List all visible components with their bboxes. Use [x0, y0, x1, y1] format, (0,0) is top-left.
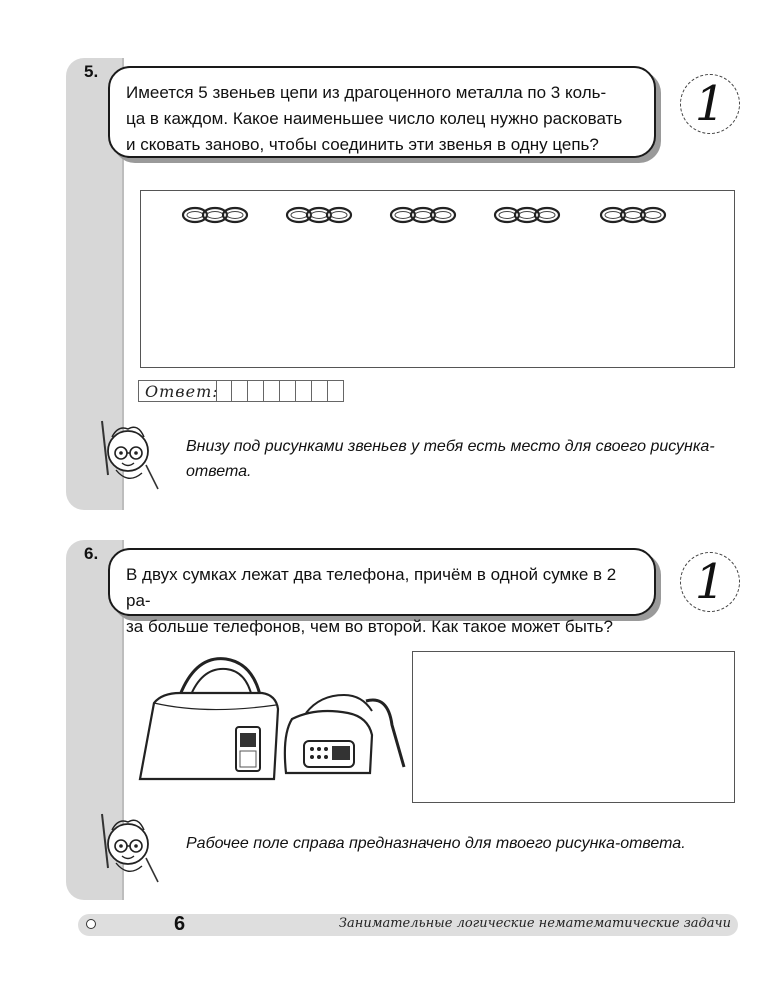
answer-cell[interactable] [216, 380, 232, 402]
task5-hint [186, 434, 746, 484]
task6-question-bubble [108, 548, 656, 636]
task5-difficulty-badge [680, 74, 740, 134]
task5-question-bubble [108, 66, 656, 158]
task5-question-line-2: ца в каждом. Какое наименьшее число колец нужно расковать [126, 109, 623, 128]
chain-icon [183, 208, 247, 222]
task6-question-line-2: за больше телефонов, чем во второй. Как такое может быть? [126, 617, 613, 636]
chain-icon [601, 208, 665, 222]
task5-question-line-3: и сковать заново, чтобы соединить эти звенья в одну цепь? [126, 135, 599, 154]
task5-hint-line-1: Внизу под рисунками звеньев у тебя есть место для своего рисунка- [186, 438, 715, 455]
answer-cell[interactable] [232, 380, 248, 402]
task5-difficulty-value: 1 [694, 76, 726, 132]
page-number: 6 [174, 913, 186, 935]
task5-number: 5. [84, 62, 99, 81]
boy-character-icon [88, 415, 168, 495]
chain-links-row [141, 191, 736, 251]
answer-cell[interactable] [248, 380, 264, 402]
book-title: Занимательные логические нематематические задачи [338, 916, 731, 931]
task6-hint: Рабочее поле справа предназначено для твоего рисунка-ответа. [186, 835, 686, 852]
answer-cell[interactable] [296, 380, 312, 402]
answer-cell[interactable] [280, 380, 296, 402]
task5-drawing-area[interactable] [140, 190, 735, 368]
phone-icon [236, 727, 260, 771]
task6-difficulty-value: 1 [694, 554, 726, 610]
task6-drawing-area[interactable] [412, 651, 735, 803]
boy-character-icon [88, 808, 168, 888]
answer-cell[interactable] [264, 380, 280, 402]
task5-question-line-1: Имеется 5 звеньев цепи из драгоценного металла по 3 коль- [126, 83, 607, 102]
task5-answer-row [138, 380, 344, 402]
answer-cell[interactable] [328, 380, 344, 402]
task6-number: 6. [84, 544, 99, 563]
phone-icon [304, 741, 354, 767]
task6-difficulty-badge [680, 552, 740, 612]
chain-icon [287, 208, 351, 222]
task6-question-line-1: В двух сумках лежат два телефона, причём в одной сумке в 2 ра- [126, 565, 617, 610]
chain-icon [391, 208, 455, 222]
footer-dot-icon [86, 919, 96, 929]
answer-cell[interactable] [312, 380, 328, 402]
task5-hint-line-2: ответа. [186, 463, 252, 480]
chain-icon [495, 208, 559, 222]
bags-illustration [136, 655, 406, 785]
task5-answer-label: Ответ: [138, 380, 216, 402]
